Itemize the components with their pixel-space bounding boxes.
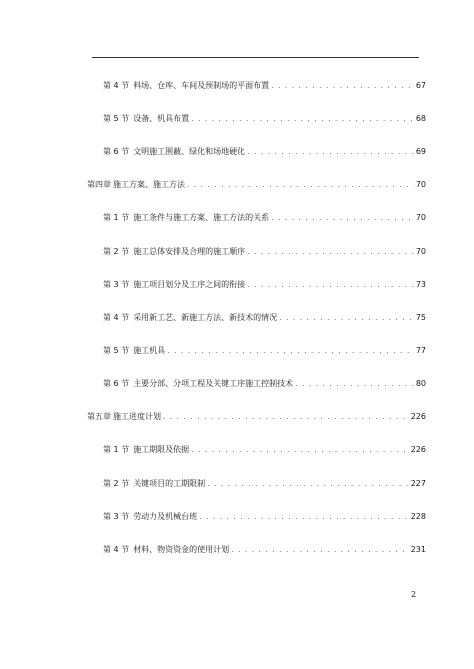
toc-dot-leader [271, 213, 414, 223]
toc-entry-page: 227 [410, 479, 426, 488]
toc-entry-title: 文明施工围蔽、绿化和场地硬化 [133, 147, 246, 156]
toc-entry [103, 479, 426, 489]
toc-entry-page: 80 [415, 379, 426, 388]
toc-entry-title: 施工条件与施工方案、施工方法的关系 [133, 213, 270, 222]
toc-dot-leader [207, 479, 409, 489]
toc-entry-number: 第 1 节 [103, 213, 130, 222]
toc-entry [103, 512, 426, 522]
toc-entry-page: 70 [415, 247, 426, 256]
toc-entry-page: 68 [415, 114, 426, 123]
toc-entry-number: 第 3 节 [103, 280, 130, 289]
toc-entry-title: 关键项目的工期限制 [133, 479, 206, 488]
toc-entry-title: 主要分部、分项工程及关键工序施工控制技术 [133, 379, 294, 388]
toc-dot-leader [247, 280, 414, 290]
toc-entry-title: 采用新工艺、新施工方法、新技术的情况 [133, 313, 278, 322]
toc-entry-title: 材料、物资资金的使用计划 [133, 545, 230, 554]
toc-dot-leader [199, 512, 409, 522]
toc-entry-number: 第 5 节 [103, 346, 130, 355]
toc-entry [103, 445, 426, 455]
toc-dot-leader [247, 147, 414, 157]
toc-entry [103, 379, 426, 389]
toc-entry-title: 施工项目划分及工序之间的衔接 [133, 280, 246, 289]
toc-entry-chapter [87, 180, 426, 190]
toc-entry [103, 114, 426, 124]
toc-entry-number: 第 6 节 [103, 379, 130, 388]
toc-entry-page: 231 [410, 545, 426, 554]
toc-entry-title: 施工总体安排及合理的施工顺序 [133, 247, 246, 256]
toc-dot-leader [295, 379, 414, 389]
header-rule [92, 57, 419, 58]
toc-dot-leader [231, 545, 409, 555]
toc-entry [103, 213, 426, 223]
toc-entry [103, 346, 426, 356]
toc-entry-page: 69 [415, 147, 426, 156]
toc-entry-title: 劳动力及机械台班 [133, 512, 198, 521]
toc-entry [103, 147, 426, 157]
toc-entry-page: 226 [410, 445, 426, 454]
toc-entry [103, 81, 426, 91]
toc-dot-leader [271, 81, 414, 91]
toc-entry-number: 第四章 [87, 180, 111, 189]
toc-entry-title: 施工方案、施工方法 [113, 180, 185, 189]
page-number: 2 [411, 590, 417, 599]
toc-entry-number: 第 6 节 [103, 147, 130, 156]
toc-entry-title: 施工期限及依据 [133, 445, 190, 454]
toc-entry-number: 第 2 节 [103, 247, 130, 256]
toc-entry [103, 545, 426, 555]
toc-dot-leader [191, 445, 409, 455]
toc-entry-number: 第 1 节 [103, 445, 130, 454]
toc-entry-page: 73 [415, 280, 426, 289]
toc-entry-title: 料场、仓库、车间及预制场的平面布置 [133, 81, 270, 90]
toc-entry-number: 第 2 节 [103, 479, 130, 488]
toc-entry [103, 313, 426, 323]
toc-entry-number: 第 4 节 [103, 81, 130, 90]
toc-entry-number: 第 5 节 [103, 114, 130, 123]
toc-entry-page: 226 [410, 412, 426, 421]
toc-dot-leader [247, 247, 414, 257]
toc-dot-leader [279, 313, 414, 323]
toc-entry-number: 第五章 [87, 412, 111, 421]
toc-entry-title: 施工进度计划 [113, 412, 161, 421]
toc-entry-number: 第 3 节 [103, 512, 130, 521]
toc-dot-leader [187, 180, 414, 190]
toc-entry-page: 75 [415, 313, 426, 322]
toc-entry-title: 施工机具 [133, 346, 166, 355]
toc-entry-page: 77 [415, 346, 426, 355]
toc-entry-chapter [87, 412, 426, 422]
toc-entry-number: 第 4 节 [103, 313, 130, 322]
toc-entry-title: 设备、机具布置 [133, 114, 190, 123]
toc-entry [103, 280, 426, 290]
toc-entry-page: 70 [415, 213, 426, 222]
toc-entry [103, 247, 426, 257]
toc-dot-leader [163, 412, 409, 422]
toc-entry-number: 第 4 节 [103, 545, 130, 554]
toc-dot-leader [191, 114, 414, 124]
toc-entry-page: 67 [415, 81, 426, 90]
toc-dot-leader [167, 346, 414, 356]
toc-entry-page: 228 [410, 512, 426, 521]
toc-entry-page: 70 [415, 180, 426, 189]
